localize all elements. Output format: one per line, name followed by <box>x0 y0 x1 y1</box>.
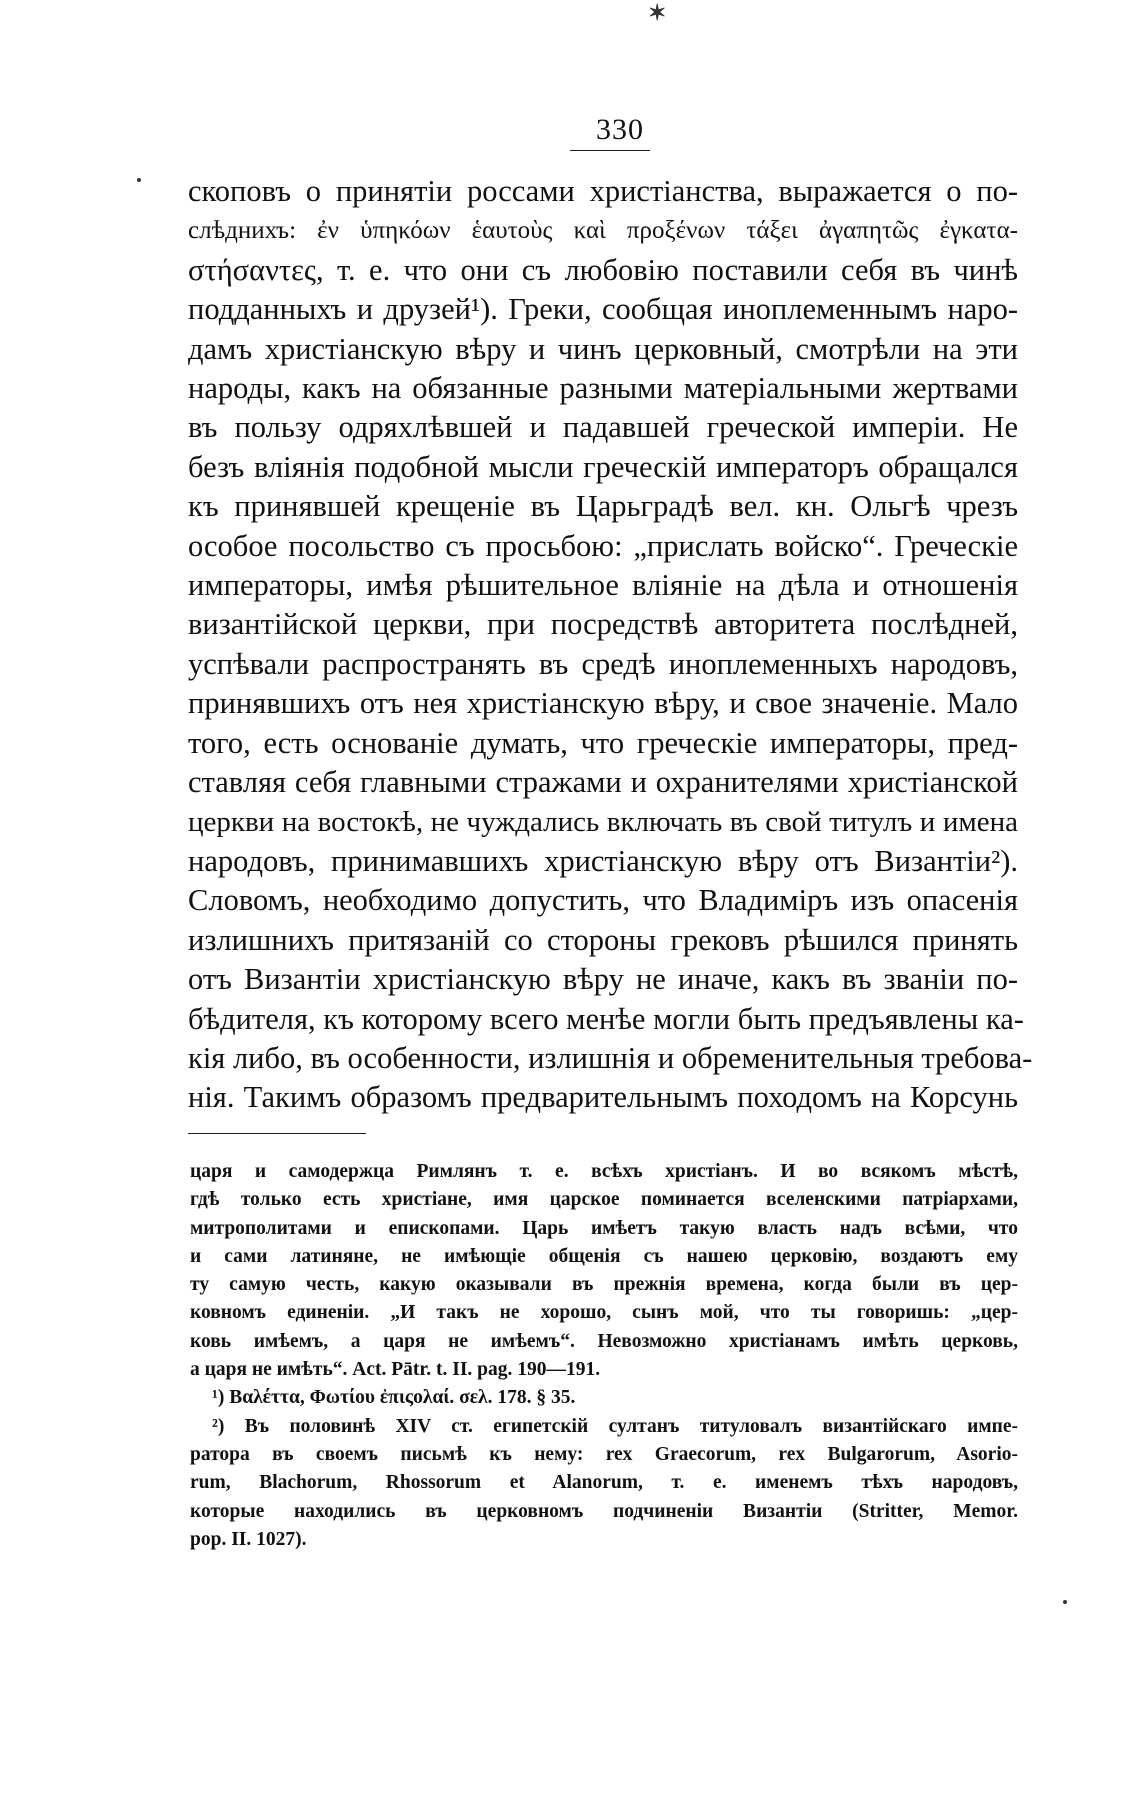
footnotes <box>190 1158 1018 1554</box>
top-page-mark: ✶ <box>648 0 667 26</box>
footnote-line: гдѣ только есть христіане, имя царское поминается вселенскими патріархами, <box>190 1189 1018 1211</box>
page-number: 330 <box>596 113 644 146</box>
body-line: народы, какъ на обязанные разными матеріальными жертвами <box>188 371 1018 406</box>
body-line: императоры, имѣя рѣшительное вліяніе на дѣла и отношенія <box>188 568 1018 603</box>
footnote-line: царя и самодержца Римлянъ т. е. всѣхъ христіанъ. И во всякомъ мѣстѣ, <box>190 1161 1018 1182</box>
page-number-underline <box>570 150 650 151</box>
footnote-line: и сами латиняне, не имѣющіе общенія съ нашею церковію, воздаютъ ему <box>190 1245 1018 1267</box>
body-line: скоповъ о принятіи россами христіанства, выражается о по- <box>188 174 1018 208</box>
body-line: безъ вліянія подобной мысли греческій императоръ обращался <box>188 449 1018 484</box>
body-line: подданныхъ и друзей¹). Греки, сообщая иноплеменнымъ наро- <box>188 292 1018 327</box>
body-line: принявшихъ отъ нея христіанскую вѣру, и свое значеніе. Мало <box>188 686 1018 721</box>
body-line: нія. Такимъ образомъ предварительнымъ походомъ на Корсунь <box>188 1080 1018 1115</box>
body-line: бѣдителя, къ которому всего менѣе могли быть предъявлены ка- <box>188 1001 1024 1036</box>
body-line: къ принявшей крещеніе въ Царьградѣ вел. кн. Ольгѣ чрезъ <box>188 489 1018 524</box>
footnote-2-line: pop. II. 1027). <box>190 1528 307 1550</box>
footnote-line: ковномъ единеніи. „И такъ не хорошо, сынъ мой, что ты говоришь: „цер- <box>190 1302 1018 1324</box>
footnote-1: ¹) Βαλέττα, Φωτίου ἐπιςολαί. σελ. 178. § 35. <box>212 1387 576 1409</box>
body-line: слѣднихъ: ἐν ὑπηκόων ἑαυτοὺς καὶ προξένων τάξει ἀγαπητῶς ἐγκατα- <box>188 217 1018 245</box>
body-line: успѣвали распространять въ средѣ иноплеменныхъ народовъ, <box>188 646 1018 681</box>
body-line: народовъ, принимавшихъ христіанскую вѣру отъ Византіи²). <box>188 843 1018 878</box>
body-line: кія либо, въ особенности, излишнія и обременительныя требова- <box>188 1040 1033 1075</box>
margin-speck-right <box>1063 1600 1067 1604</box>
footnote-2-line: rum, Blachorum, Rhossorum et Alanorum, т. е. именемъ тѣхъ народовъ, <box>190 1472 1018 1494</box>
footnote-separator <box>188 1133 366 1134</box>
body-line: дамъ христіанскую вѣру и чинъ церковный, смотрѣли на эти <box>188 331 1018 366</box>
footnote-line: ту самую честь, какую оказывали въ прежнія времена, когда были въ цер- <box>190 1274 1018 1296</box>
body-line: того, есть основаніе думать, что греческіе императоры, пред- <box>188 725 1018 760</box>
margin-speck <box>137 178 141 182</box>
body-line: στήσαντες, т. е. что они съ любовію поставили себя въ чинѣ <box>188 252 1018 287</box>
footnote-line: ковь имѣемъ, а царя не имѣемъ“. Невозможно христіанамъ имѣть церковь, <box>190 1330 1018 1352</box>
footnote-line: а царя не имѣть“. Act. Pātr. t. II. pag. 190—191. <box>190 1359 601 1381</box>
body-line: въ пользу одряхлѣвшей и падавшей греческой имперіи. Не <box>188 410 1018 445</box>
body-line: ставляя себя главными стражами и охранителями христіанской <box>188 765 1018 800</box>
footnote-2-line: ратора въ своемъ письмѣ къ нему: rex Graecorum, rex Bulgarorum, Asorio- <box>190 1443 1018 1465</box>
body-line: Словомъ, необходимо допустить, что Владиміръ изъ опасенія <box>188 883 1018 918</box>
body-line: отъ Византіи христіанскую вѣру не иначе, какъ въ званіи по- <box>188 962 1018 997</box>
body-line: византійской церкви, при посредствѣ авторитета послѣдней, <box>188 607 1018 642</box>
footnote-2-line: ²) Въ половинѣ XIV ст. египетскій султанъ титуловалъ византійскаго импе- <box>212 1415 1018 1437</box>
body-line: церкви на востокѣ, не чуждались включать въ свой титулъ и имена <box>188 805 1018 838</box>
footnote-line: митрополитами и епископами. Царь имѣетъ такую власть надъ всѣми, что <box>190 1217 1018 1239</box>
footnote-2-line: которые находились въ церковномъ подчиненіи Византіи (Stritter, Memor. <box>190 1500 1018 1522</box>
body-line: излишнихъ притязаній со стороны грековъ рѣшился принять <box>188 922 1018 957</box>
body-line: особое посольство съ просьбою: „прислать войско“. Греческіе <box>188 528 1018 563</box>
main-body-text <box>188 172 1033 1118</box>
